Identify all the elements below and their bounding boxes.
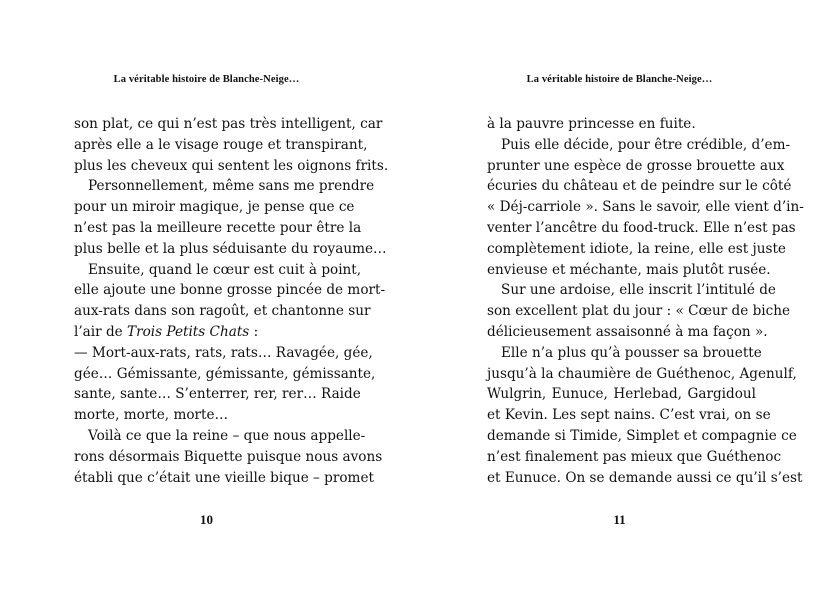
right-line-4: écuries du château et de peindre sur le côté xyxy=(487,178,792,195)
left-line-1: son plat, ce qui n’est pas très intelligent, car xyxy=(74,116,383,132)
left-body-text xyxy=(74,114,389,488)
left-line-2: après elle a le visage rouge et transpirant, xyxy=(74,136,368,153)
left-line-13: gée… Gémissante, gémissante, gémissante, xyxy=(74,365,376,382)
left-running-header: La véritable histoire de Blanche-Neige… xyxy=(113,74,300,85)
left-line-18: établi que c’était une vieille bique – promet xyxy=(74,469,374,486)
left-line-9: elle ajoute une bonne grosse pincée de mort- xyxy=(74,282,386,299)
right-line-1: à la pauvre princesse en fuite. xyxy=(487,116,696,132)
song-colon: : xyxy=(249,323,259,340)
right-page-number: 11 xyxy=(613,512,626,527)
right-line-7: complètement idiote, la reine, elle est juste xyxy=(487,240,786,257)
left-line-11-text: l’air de xyxy=(74,323,128,340)
right-running-header: La véritable histoire de Blanche-Neige… xyxy=(526,74,713,85)
right-line-11: délicieusement assaisonné à ma façon ». xyxy=(487,323,768,340)
right-body-text xyxy=(487,114,804,488)
right-line-6: venter l’ancêtre du food-truck. Elle n’est pas xyxy=(487,219,796,236)
left-line-4: Personnellement, même sans me prendre xyxy=(88,178,375,195)
right-line-14: Wulgrin, Eunuce, Herlebad, Gargidoul xyxy=(487,386,756,403)
song-title: Trois Petits Chats xyxy=(127,323,250,340)
left-line-11 xyxy=(74,322,343,343)
left-line-17: rons désormais Biquette puisque nous avons xyxy=(74,448,383,465)
left-line-15: morte, morte, morte… xyxy=(74,407,229,424)
left-line-7: plus belle et la plus séduisante du royaume… xyxy=(74,240,387,257)
right-line-2: Puis elle décide, pour être crédible, d’em- xyxy=(501,136,791,153)
right-line-9: Sur une ardoise, elle inscrit l’intitulé de xyxy=(501,282,776,299)
right-line-18: et Eunuce. On se demande aussi ce qu’il s’est xyxy=(487,469,803,486)
left-line-12: — Mort-aux-rats, rats, rats… Ravagée, gée, xyxy=(74,344,373,361)
right-line-3: prunter une espèce de grosse brouette aux xyxy=(487,157,785,174)
right-line-10: son excellent plat du jour : « Cœur de biche xyxy=(487,303,791,320)
left-line-8: Ensuite, quand le cœur est cuit à point, xyxy=(88,261,362,278)
right-line-16: demande si Timide, Simplet et compagnie ce xyxy=(487,427,797,444)
left-line-16: Voilà ce que la reine – que nous appelle- xyxy=(88,427,366,444)
right-page xyxy=(413,0,826,605)
right-line-13: jusqu’à la chaumière de Guéthenoc, Agenulf, xyxy=(487,365,797,382)
left-page-number: 10 xyxy=(200,512,213,527)
right-line-15: et Kevin. Les sept nains. C’est vrai, on se xyxy=(487,407,771,424)
left-line-14: sante, sante… S’enterrer, rer, rer… Raide xyxy=(74,386,361,403)
left-line-10: aux-rats dans son ragoût, et chantonne sur xyxy=(74,303,371,320)
right-line-8: envieuse et méchante, mais plutôt rusée. xyxy=(487,261,771,278)
left-line-6: n’est pas la meilleure recette pour être la xyxy=(74,219,362,236)
left-line-3: plus les cheveux qui sentent les oignons frits. xyxy=(74,157,389,174)
right-line-5: « Déj-carriole ». Sans le savoir, elle vient d’in- xyxy=(487,199,804,216)
right-line-17: n’est finalement pas mieux que Guéthenoc xyxy=(487,448,782,465)
left-line-5: pour un miroir magique, je pense que ce xyxy=(74,199,355,216)
right-line-12: Elle n’a plus qu’à pousser sa brouette xyxy=(501,344,762,361)
